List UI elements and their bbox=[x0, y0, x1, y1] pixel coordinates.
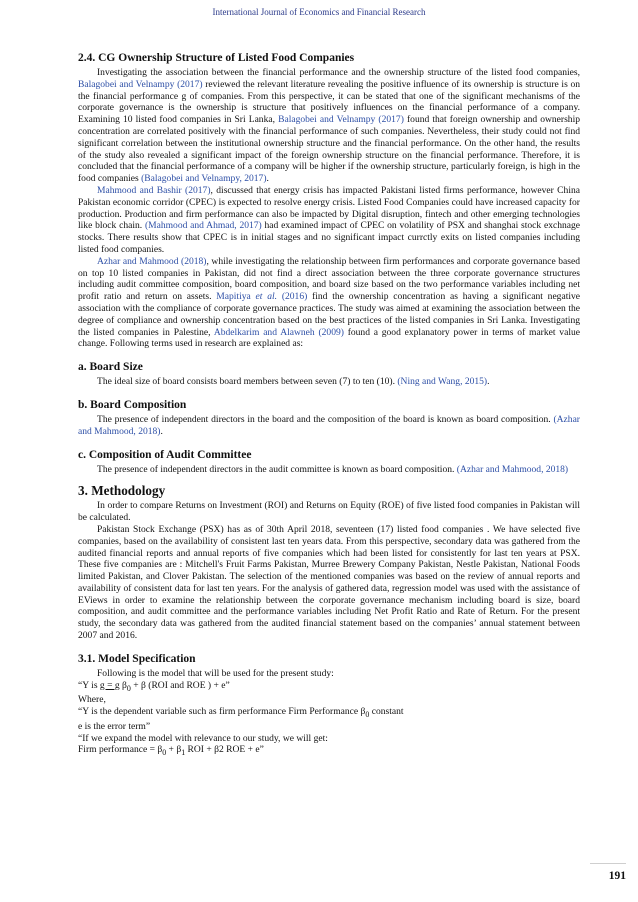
citation-link[interactable]: Mapitiya et al. (2016) bbox=[216, 291, 308, 303]
citation-link[interactable]: Azhar and Mahmood (2018) bbox=[97, 255, 207, 267]
article-body bbox=[78, 52, 580, 759]
paragraph-2-4-1: Investigating the association between the financial performance and the ownership structure of the listed food companies, Balagobei and Velnampy (2017) reviewed the relevant literature revealing the positive influence of its ownership is structure is on the financial performance g of companies. From this perspective, it can be stated that one of the significant mechanisms of the corporate governance is the ownership is structure that positively influences on the financial performance of a company. Examining 10 listed food companies in Sri Lanka, Balagobei and Velnampy (2017) found that foreign ownership and ownership concentration are correlated positively with the financial performance of such companies. Nevertheless, their study could not find significant correlation between the institutional ownership structure and the financial performance. On the other hand, the results of the study also revealed a significant impact of the foreign ownership structure on the financial performance. Therefore, it is concluded that the financial performance of a company will be higher if the ownership structure, particularly foreign, is high in the food companies (Balagobei and Velnampy, 2017). bbox=[78, 67, 581, 185]
paragraph-methodology-2: Pakistan Stock Exchange (PSX) has as of 30th April 2018, seventeen (17) listed food companies . We have selected five companies, based on the availability of consistent last ten years data. From this perspective, secondary data was gathered from the audited financial reports and annual reports of five companies which had been listed for consistently for last ten years at PSX. These five companies are : Mitchell's Fruit Farms Pakistan, Murree Brewery Company Pakistan, Nestle Pakistan, National Foods limited Pakistan, and Clover Pakistan. The selection of the mentioned companies was based on the review of annual reports and availability of consistent data for last ten years. For the analysis of gathered data, regression model was used with the assistance of EViews in order to examine the relationship between the corporate governance mechanism including board is size, board composition, and audit committee and the performance variables including Net Profit Ratio and Rate of Return. For the present study, the secondary data was gathered from the audited financial statement based on the companies’ annual statement between 2007 and 2016. bbox=[78, 523, 580, 642]
section-heading-2-4: 2.4. CG Ownership Structure of Listed Food Companies bbox=[78, 52, 355, 64]
journal-header: International Journal of Economics and Financial Research bbox=[212, 7, 426, 17]
citation-link[interactable]: (Mahmood and Ahmad, 2017) bbox=[144, 220, 262, 232]
section-heading-3-1: 3.1. Model Specification bbox=[78, 652, 196, 665]
section-heading-methodology: 3. Methodology bbox=[78, 483, 166, 499]
section-heading-a: a. Board Size bbox=[78, 361, 143, 374]
citation-link[interactable]: (Azhar and Mahmood, 2018) bbox=[78, 413, 580, 437]
paragraph-board-size: The ideal size of board consists board members between seven (7) to ten (10). (Ning and Wang, 2015). bbox=[97, 376, 490, 388]
citation-link[interactable]: Mahmood and Bashir (2017) bbox=[97, 184, 211, 196]
section-heading-c: c. Composition of Audit Committee bbox=[78, 448, 252, 461]
citation-link[interactable]: (Balagobei and Velnampy, 2017) bbox=[141, 173, 267, 185]
model-equation: Firm performance = $\beta_0 + \beta_1$ ROI + β2 ROE + e” bbox=[78, 744, 264, 758]
model-line-3: Where, bbox=[78, 694, 106, 706]
footer-divider bbox=[590, 863, 626, 864]
citation-link[interactable]: Abdelkarim and Alawneh (2009) bbox=[213, 326, 344, 338]
page-number: 191 bbox=[608, 870, 626, 882]
paragraph-2-4-3: Azhar and Mahmood (2018), while investigating the relationship between firm performances and corporate governance based on top 10 listed companies in Pakistan, did not find a direct association between the three corporate governance structures including audit committee composition, board composition, and board size based on the two performance variables including net profit ratio and return on assets. Mapitiya et al. (2016) find the ownership concentration as having a significant negative association with the compliance of corporate governance practices. The study was aimed at examining the association between the degree of compliance and ownership concentration based on the best practices of the listed companies in Sri Lanka. Investigating the listed companies in Palestine, Abdelkarim and Alawneh (2009) found a good explanatory power in terms of market value change. Following terms used in research are explained as: bbox=[78, 255, 581, 350]
citation-link[interactable]: Balagobei and Velnampy (2017) bbox=[78, 78, 203, 90]
paragraph-audit-committee: The presence of independent directors in the audit committee is known as board composition. (Azhar and Mahmood, 2018) bbox=[97, 463, 569, 475]
paragraph-methodology-1: In order to compare Returns on Investment (ROI) and Returns on Equity (ROE) of five listed food companies in Pakistan will be calculated. bbox=[78, 500, 580, 524]
model-line-5: e is the error term” bbox=[78, 720, 151, 732]
section-audit-committee bbox=[78, 449, 580, 476]
section-heading-b: b. Board Composition bbox=[78, 398, 187, 411]
paragraph-board-composition: The presence of independent directors in the board and the composition of the board is known as board composition. (Azhar and Mahmood, 2018). bbox=[78, 413, 580, 437]
section-model-specification bbox=[78, 653, 580, 759]
section-board-composition bbox=[78, 399, 580, 438]
model-line-6: “If we expand the model with relevance to our study, we will get: bbox=[78, 732, 328, 744]
model-line-1: Following is the model that will be used for the present study: bbox=[97, 667, 334, 679]
citation-link[interactable]: (Ning and Wang, 2015) bbox=[397, 376, 488, 388]
section-board-size bbox=[78, 361, 580, 388]
paragraph-2-4-2: Mahmood and Bashir (2017), discussed that energy crisis has impacted Pakistani listed firms performance, however China Pakistan economic corridor (CPEC) is expected to resolve energy crisis. Listed Food Companies could have increased capacity for production. Production and firm performance can also be impacted by Digital disruption, fintech and other emerging technologies like block chain. (Mahmood and Ahmad, 2017) had examined impact of CPEC on volatility of PSX and shanghai stock exchnage stocks. There results show that CPEC is in initial stages and no significant impact currctly exits on listed companies including listed food companies. bbox=[78, 184, 580, 255]
model-line-4: “Y is the dependent variable such as firm performance Firm Performance $\beta_0$ constant bbox=[78, 706, 404, 720]
model-line-2: “Y is g = g $\beta_0 + \beta$ (ROI and ROE ) + e” bbox=[78, 679, 230, 693]
citation-link[interactable]: Balagobei and Velnampy (2017) bbox=[278, 114, 404, 126]
citation-link[interactable]: (Azhar and Mahmood, 2018) bbox=[456, 463, 569, 475]
